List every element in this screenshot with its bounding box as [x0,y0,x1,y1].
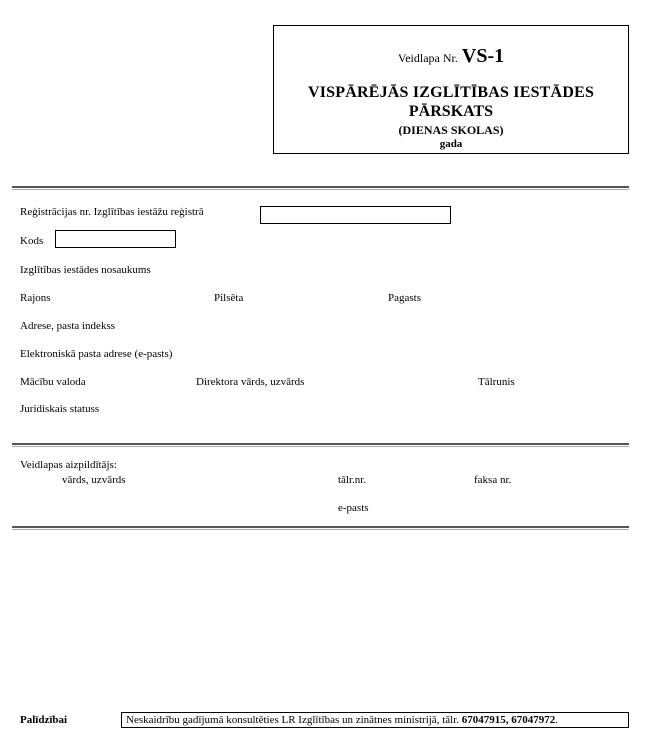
section-divider-bottom [12,526,629,528]
filler-phone-line[interactable] [374,483,470,484]
section-divider-middle [12,443,629,445]
code-field[interactable] [55,230,176,248]
parish-line[interactable] [428,301,628,302]
form-title-line2: PĀRSKATS [408,103,494,120]
registration-label: Reģistrācijas nr. Izglītības iestāžu reģistrā [20,206,204,218]
phone-label: Tālrunis [478,376,515,388]
filler-phone-label: tālr.nr. [338,474,367,486]
form-subtitle: (DIENAS SKOLAS) [398,123,504,137]
address-label: Adrese, pasta indekss [20,320,116,332]
city-line[interactable] [252,301,386,302]
district-line[interactable] [58,301,212,302]
form-code: VS-1 [461,45,505,67]
help-label: Palīdzībai [20,714,68,726]
help-period: . [555,714,558,726]
phone-line[interactable] [522,385,626,386]
section-divider-middle-shadow [12,446,629,447]
year-label: gada [439,138,463,150]
city-label: Pilsēta [214,292,244,304]
section-divider-top [12,186,629,188]
form-title-box [273,25,629,154]
email-label: Elektroniskā pasta adrese (e-pasts) [20,348,173,360]
legal-status-line[interactable] [110,412,624,413]
section-divider-top-shadow [12,189,629,190]
district-label: Rajons [20,292,51,304]
help-box [121,712,629,728]
code-label: Kods [20,235,44,247]
language-label: Mācību valoda [20,376,86,388]
institution-name-line[interactable] [168,273,628,274]
language-line[interactable] [92,385,194,386]
filler-fax-line[interactable] [518,483,624,484]
filler-name-line[interactable] [134,483,336,484]
filler-name-label: vārds, uzvārds [62,474,126,486]
filler-email-line[interactable] [374,511,626,512]
parish-label: Pagasts [388,292,421,304]
legal-status-label: Juridiskais statuss [20,403,100,415]
form-prefix: Veidlapa Nr. [397,51,458,65]
registration-number-field[interactable] [260,206,451,224]
form-title-line1: VISPĀRĒJĀS IZGLĪTĪBAS IESTĀDES [307,84,595,101]
filler-section-label: Veidlapas aizpildītājs: [20,459,117,471]
director-line[interactable] [320,385,476,386]
email-line[interactable] [190,357,624,358]
institution-name-label: Izglītības iestādes nosaukums [20,264,151,276]
filler-fax-label: faksa nr. [474,474,512,486]
address-line[interactable] [127,329,623,330]
director-label: Direktora vārds, uzvārds [196,376,305,388]
form-number [274,45,628,68]
filler-email-label: e-pasts [338,502,369,514]
section-divider-bottom-shadow [12,529,629,530]
help-text: Neskaidrību gadījumā konsultēties LR Izglītības un zinātnes ministrijā, tālr. [126,714,459,726]
help-phones: 67047915, 67047972 [461,714,556,726]
